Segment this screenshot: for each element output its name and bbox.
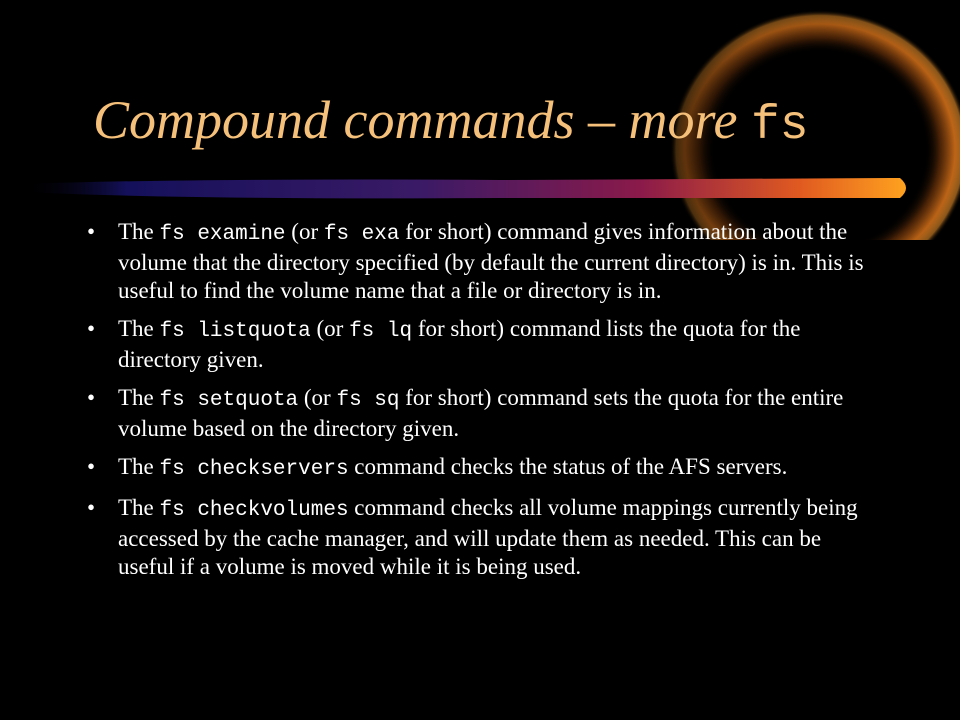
bullet-code: fs examine xyxy=(159,223,286,246)
bullet-code: fs exa xyxy=(323,223,400,246)
bullet-item-fs-checkvolumes xyxy=(82,494,882,581)
bullet-text: The xyxy=(118,316,160,341)
bullet-text: (or xyxy=(310,316,350,341)
bullet-item-fs-setquota xyxy=(82,384,882,443)
bullet-text: for short) command gives information about the volume that the directory specified (by default the current directory) is in. This is useful to find the volume name that a file or directory is in. xyxy=(118,219,864,303)
bullet-code: fs lq xyxy=(349,320,413,343)
bullet-item-fs-listquota xyxy=(82,315,882,374)
bullet-text: for short) command sets the quota for the entire volume based on the directory given. xyxy=(118,385,844,441)
bullet-text: (or xyxy=(285,219,324,244)
bullet-code: fs setquota xyxy=(159,389,299,412)
bullet-code: fs checkvolumes xyxy=(159,499,349,522)
bullet-text: The xyxy=(118,219,160,244)
bullet-text: command checks the status of the AFS servers. xyxy=(348,454,788,479)
bullet-icon: • xyxy=(87,495,96,520)
bullet-text: The xyxy=(118,454,160,479)
bullet-icon: • xyxy=(87,385,96,410)
bullet-text: The xyxy=(118,495,160,520)
bullet-code: fs checkservers xyxy=(159,458,349,481)
bullet-item-fs-examine xyxy=(82,218,882,305)
bullet-code: fs sq xyxy=(336,389,400,412)
bullet-text: The xyxy=(118,385,160,410)
slide-title xyxy=(93,88,809,158)
bullet-item-fs-checkservers xyxy=(82,453,882,484)
slide-title-code: fs xyxy=(750,99,809,153)
slide-title-text: Compound commands – more xyxy=(93,90,751,150)
bullet-code: fs listquota xyxy=(159,320,311,343)
bullet-icon: • xyxy=(87,219,96,244)
bullet-icon: • xyxy=(87,316,96,341)
swoosh-bar xyxy=(20,178,906,198)
bullet-list xyxy=(82,218,882,591)
bullet-text: (or xyxy=(298,385,337,410)
bullet-icon: • xyxy=(87,454,96,479)
bullet-text: command checks all volume mappings currently being accessed by the cache manager, and will update them as needed. This can be useful if a volume is moved while it is being used. xyxy=(118,495,858,579)
bullet-text: for short) command lists the quota for the directory given. xyxy=(118,316,801,372)
